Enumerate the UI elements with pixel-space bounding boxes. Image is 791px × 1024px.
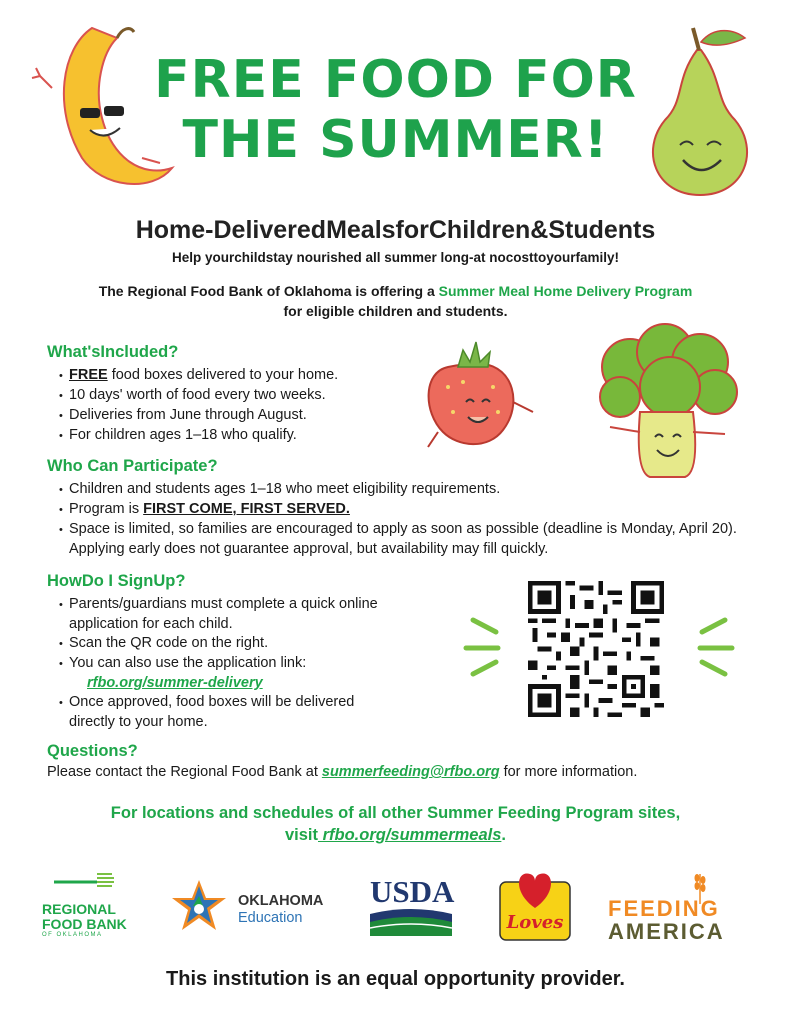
intro-paragraph <box>40 281 751 321</box>
locations-line1: For locations and schedules of all other Summer Feeding Program sites, <box>110 804 681 822</box>
intro-before: The Regional Food Bank of Oklahoma is offering a <box>98 283 439 299</box>
application-link[interactable]: rfbo.org/summer-delivery <box>87 675 263 691</box>
list-item-text: Scan the QR code on the right. <box>69 635 269 651</box>
headline: Home-DeliveredMealsforChildren&Students <box>135 216 656 244</box>
list-item <box>47 654 427 693</box>
page-title <box>0 50 791 170</box>
included-heading: What'sIncluded? <box>47 343 179 361</box>
ok-star-icon <box>170 878 228 936</box>
locations-callout <box>0 802 791 846</box>
list-item <box>47 366 407 386</box>
rfbo-line3: OF OKLAHOMA <box>42 932 103 938</box>
period: . <box>501 826 506 844</box>
rfbo-line2: FOOD BANK <box>42 916 127 932</box>
usda-text: USDA <box>370 874 455 909</box>
included-list <box>47 366 407 446</box>
title-line-2: THE SUMMER! <box>182 110 609 170</box>
ok-line1: OKLAHOMA <box>238 893 324 909</box>
participate-section <box>47 457 777 559</box>
participate-list <box>47 480 777 559</box>
qr-code-icon[interactable] <box>528 581 664 717</box>
loves-logo <box>498 868 572 942</box>
sparkle-lines-left-icon <box>458 612 508 677</box>
rfbo-logo <box>42 870 142 938</box>
questions-section <box>47 742 747 780</box>
footer-statement: This institution is an equal opportunity provider. <box>166 968 625 990</box>
list-item <box>47 406 407 426</box>
list-item-text: You can also use the application link: <box>69 655 307 671</box>
questions-text <box>47 764 747 780</box>
list-item <box>47 693 427 732</box>
feeding-line1: FEEDING <box>608 896 720 921</box>
usda-logo <box>370 874 455 940</box>
list-item <box>47 634 427 654</box>
visit-label: visit <box>284 826 319 844</box>
list-item <box>47 386 407 406</box>
free-label: FREE <box>69 367 108 383</box>
rfbo-line1: REGIONAL <box>42 901 116 917</box>
list-item <box>47 595 427 634</box>
locations-line2 <box>0 824 791 846</box>
signup-list <box>47 595 427 732</box>
summermeals-link[interactable]: rfbo.org/summermeals <box>318 826 502 844</box>
feeding-line2: AMERICA <box>608 919 725 944</box>
list-item-text: Deliveries from June through August. <box>69 407 307 423</box>
list-item-text: 10 days' worth of food every two weeks. <box>69 387 326 403</box>
list-item-text: For children ages 1–18 who qualify. <box>69 427 297 443</box>
list-item-text: Children and students ages 1–18 who meet eligibility requirements. <box>69 481 501 497</box>
intro-after: for eligible children and students. <box>283 303 508 319</box>
loves-text: Loves <box>506 912 564 933</box>
list-item <box>47 426 407 446</box>
list-item-text: food boxes delivered to your home. <box>107 367 339 383</box>
intro-highlight: Summer Meal Home Delivery Program <box>438 283 693 299</box>
list-item <box>47 480 777 500</box>
list-item <box>47 500 777 520</box>
first-come-label: FIRST COME, FIRST SERVED. <box>143 501 350 517</box>
participate-heading: Who Can Participate? <box>47 457 218 475</box>
title-line-1: FREE FOOD FOR <box>154 50 637 110</box>
included-section <box>47 343 407 446</box>
questions-after: for more information. <box>499 764 638 780</box>
subheadline: Help yourchildstay nourished all summer long-at nocosttoyourfamily! <box>171 250 620 265</box>
list-item-text: Parents/guardians must complete a quick online application for each child. <box>69 596 378 632</box>
usda-fields-icon <box>370 908 452 936</box>
questions-heading: Questions? <box>47 742 138 760</box>
sparkle-lines-right-icon <box>690 612 740 677</box>
oklahoma-education-logo <box>170 878 345 938</box>
ok-line2: Education <box>238 910 303 926</box>
list-item-text: Once approved, food boxes will be delivered directly to your home. <box>69 694 355 730</box>
signup-section <box>47 572 427 732</box>
list-item-text: Space is limited, so families are encouraged to apply as soon as possible (deadline is Monday, April 20). Applying early does not guarantee approval, but availability may fill quickly. <box>69 521 737 557</box>
list-item <box>47 520 777 559</box>
questions-before: Please contact the Regional Food Bank at <box>47 764 322 780</box>
list-item-text: Program is <box>69 501 144 517</box>
feeding-america-logo <box>608 872 748 942</box>
email-link[interactable]: summerfeeding@rfbo.org <box>321 764 500 780</box>
strawberry-mascot-icon <box>418 332 543 457</box>
fork-icon <box>52 870 122 892</box>
signup-heading: HowDo I SignUp? <box>47 572 186 590</box>
